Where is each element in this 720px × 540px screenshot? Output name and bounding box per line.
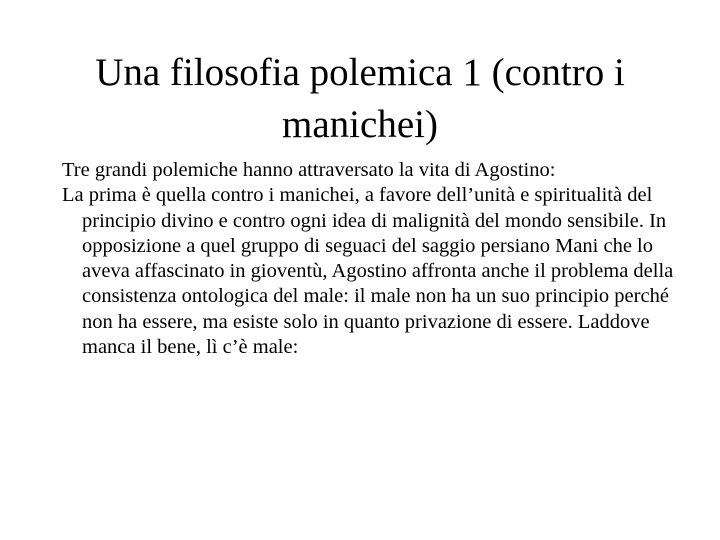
slide-title-line-2: manichei) (282, 103, 438, 146)
slide-title (60, 47, 660, 151)
body-paragraph-manichei: La prima è quella contro i manichei, a favore dell’unità e spiritualità del principio divino e contro ogni idea di malignità del mondo sensibile. In opposizione a quel gruppo di seguaci del saggio persiano Mani che lo aveva affascinato in gioventù, Agostino affronta anche il problema della consistenza ontologica del male: il male non ha un suo principio perché non ha essere, ma esiste solo in quanto privazione di essere. Laddove manca il bene, lì c’è male: (62, 184, 674, 359)
slide-body (62, 158, 682, 360)
body-paragraph-intro: Tre grandi polemiche hanno attraversato la vita di Agostino: (62, 159, 556, 181)
slide-title-line-1: Una filosofia polemica 1 (contro i (95, 51, 625, 94)
